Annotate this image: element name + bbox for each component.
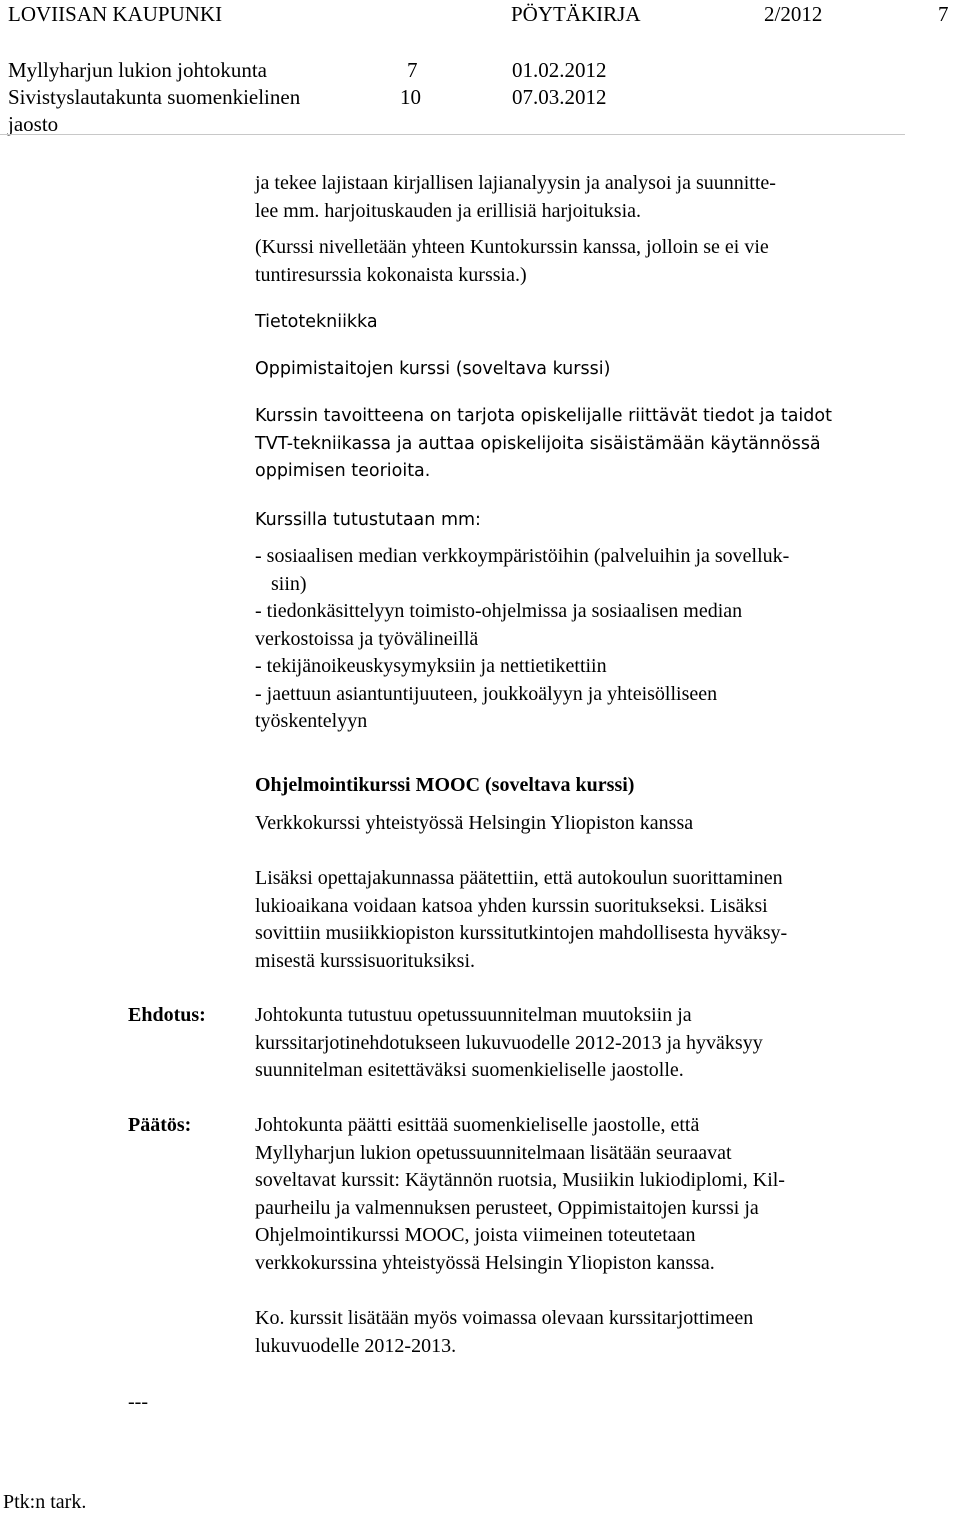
- note-paragraph: [255, 234, 895, 289]
- meeting-date-1: 01.02.2012: [512, 58, 607, 82]
- course-1-title: Oppimistaitojen kurssi (soveltava kurssi): [255, 359, 611, 379]
- course-1-topics-intro: Kurssilla tutustutaan mm:: [255, 510, 481, 530]
- list-item-continued: työskentelyyn: [255, 710, 368, 732]
- list-item: - tekijänoikeuskysymyksiin ja nettietikettiin: [255, 655, 607, 677]
- text-line: verkkokurssina yhteistyössä Helsingin Yliopiston kanssa.: [255, 1251, 715, 1274]
- course-1-goal: [255, 403, 895, 486]
- list-item-continued: siin): [271, 572, 307, 595]
- text-line: paurheilu ja valmennuksen perusteet, Oppimistaitojen kurssi ja: [255, 1196, 759, 1219]
- text-line: Lisäksi opettajakunnassa päätettiin, että autokoulun suorittaminen: [255, 867, 783, 889]
- meeting-body-2-continued: jaosto: [8, 112, 59, 136]
- text-line: misestä kurssisuorituksiksi.: [255, 949, 476, 972]
- text-line: TVT-tekniikassa ja auttaa opiskelijoita sisäistämään käytännössä: [255, 433, 821, 454]
- list-item: - jaettuun asiantuntijuuteen, joukkoälyyn ja yhteisölliseen: [255, 682, 718, 705]
- course-2-title: Ohjelmointikurssi MOOC (soveltava kurssi): [255, 774, 635, 796]
- decision-label: Päätös:: [128, 1114, 192, 1136]
- meeting-body-2: Sivistyslautakunta suomenkielinen: [8, 85, 301, 109]
- text-line: lukioaikana voidaan katsoa yhden kurssin suoritukseksi. Lisäksi: [255, 894, 768, 917]
- text-line: (Kurssi nivelletään yhteen Kuntokurssin kanssa, jolloin se ei vie: [255, 236, 769, 258]
- meeting-date-2: 07.03.2012: [512, 85, 607, 109]
- list-item: - tiedonkäsittelyyn toimisto-ohjelmissa ja sosiaalisen median: [255, 600, 743, 622]
- decision-text: [255, 1112, 895, 1277]
- meeting-body-1: Myllyharjun lukion johtokunta: [8, 58, 267, 82]
- text-line: soveltavat kurssit: Käytännön ruotsia, Musiikin lukiodiplomi, Kil-: [255, 1169, 785, 1191]
- text-line: Johtokunta tutustuu opetussuunnitelman muutoksiin ja: [255, 1004, 692, 1026]
- ptk-label: Ptk:n tark.: [3, 1491, 87, 1513]
- list-item: - sosiaalisen median verkkoympäristöihin (palveluihin ja sovelluk-: [255, 545, 790, 567]
- section-number-2: 10: [400, 85, 421, 109]
- text-line: Kurssin tavoitteena on tarjota opiskelijalle riittävät tiedot ja taidot: [255, 406, 832, 426]
- text-line: tuntiresurssia kokonaista kurssia.): [255, 263, 527, 286]
- section-number-1: 7: [407, 58, 418, 82]
- text-line: lukuvuodelle 2012-2013.: [255, 1334, 457, 1357]
- document-number: 2/2012: [764, 2, 823, 26]
- course-1-topics-list: [255, 543, 895, 736]
- section-title: Tietotekniikka: [255, 312, 378, 332]
- additional-decisions: [255, 865, 895, 975]
- text-line: Ohjelmointikurssi MOOC, joista viimeinen toteutetaan: [255, 1224, 696, 1246]
- text-line: oppimisen teorioita.: [255, 461, 431, 481]
- proposal-text: [255, 1002, 895, 1085]
- document-type: PÖYTÄKIRJA: [511, 2, 641, 26]
- text-line: sovittiin musiikkiopiston kurssitutkintojen mahdollisesta hyväksy-: [255, 922, 788, 944]
- section-separator: ---: [128, 1391, 148, 1413]
- decision-note: [255, 1305, 895, 1360]
- list-item-continued: verkostoissa ja työvälineillä: [255, 627, 479, 650]
- proposal-label: Ehdotus:: [128, 1004, 206, 1026]
- header-divider: [0, 134, 905, 135]
- text-line: Myllyharjun lukion opetussuunnitelmaan lisätään seuraavat: [255, 1141, 732, 1164]
- city-name: LOVIISAN KAUPUNKI: [8, 2, 223, 26]
- page-number: 7: [938, 2, 949, 26]
- text-line: kurssitarjotinehdotukseen lukuvuodelle 2012-2013 ja hyväksyy: [255, 1031, 763, 1054]
- text-line: suunnitelman esitettäväksi suomenkieliselle jaostolle.: [255, 1059, 684, 1081]
- text-line: Ko. kurssit lisätään myös voimassa olevaan kurssitarjottimeen: [255, 1307, 754, 1329]
- text-line: ja tekee lajistaan kirjallisen lajianalyysin ja analysoi ja suunnitte-: [255, 172, 776, 194]
- course-2-description: Verkkokurssi yhteistyössä Helsingin Yliopiston kanssa: [255, 812, 694, 834]
- text-line: Johtokunta päätti esittää suomenkieliselle jaostolle, että: [255, 1114, 700, 1136]
- intro-paragraph: [255, 170, 895, 225]
- text-line: lee mm. harjoituskauden ja erillisiä harjoituksia.: [255, 199, 642, 222]
